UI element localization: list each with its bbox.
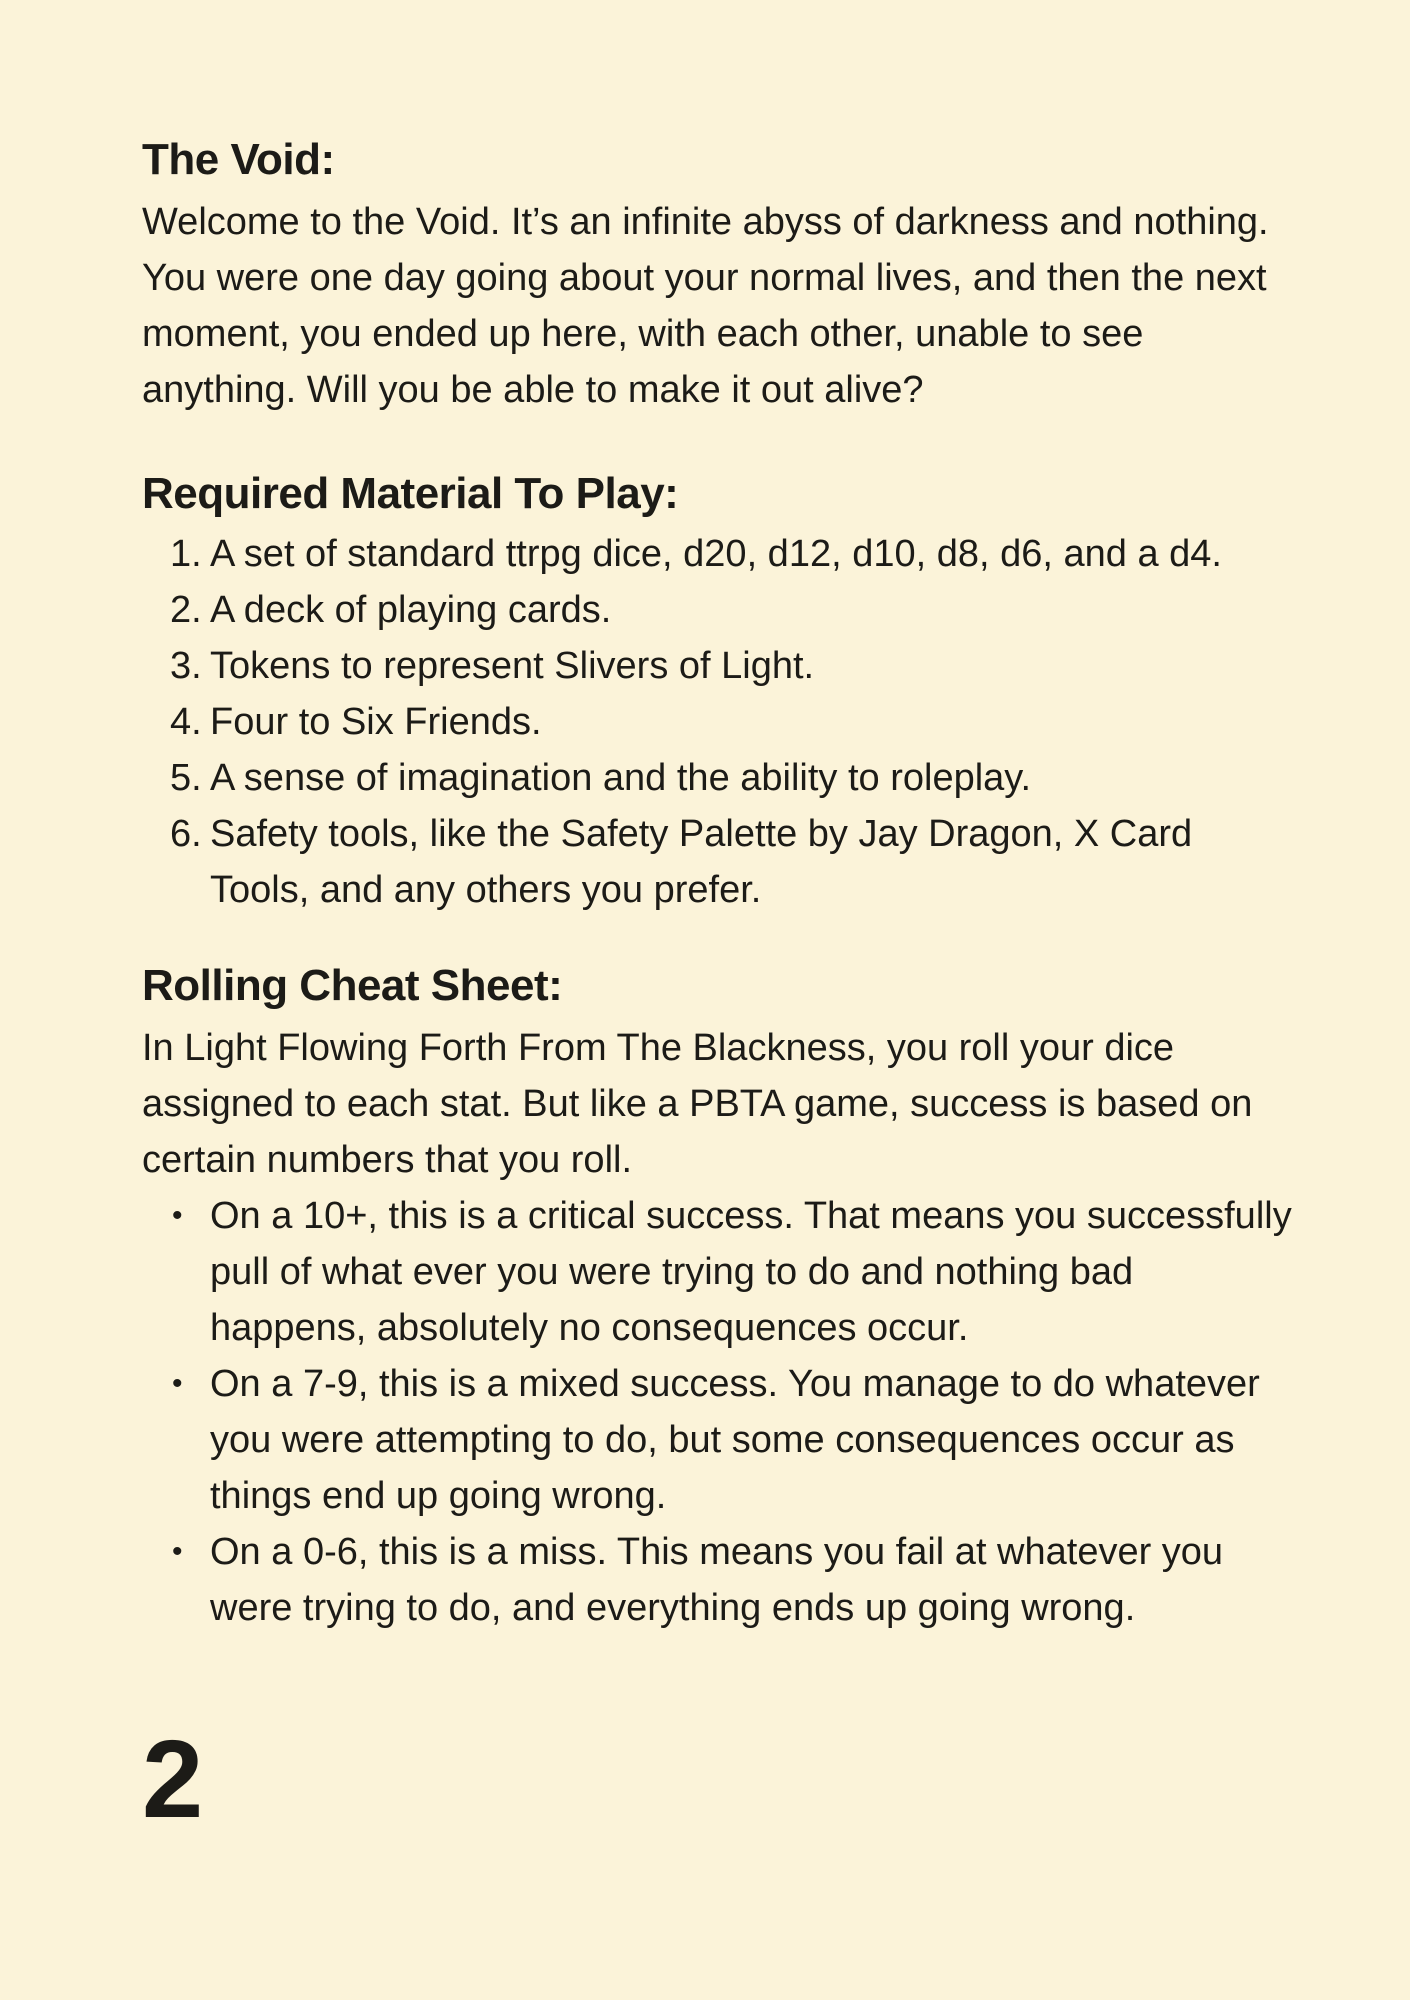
item-text: On a 10+, this is a critical success. That means you successfully pull of what ever you were trying to do and nothing bad happens, absolutely no consequences occur. <box>210 1195 1292 1349</box>
bullet-icon: • <box>172 1535 183 1568</box>
void-paragraph: Welcome to the Void. It’s an infinite abyss of darkness and nothing. You were one day going about your normal lives, and then the next moment, you ended up here, with each other, unable to see anything. Will you be able to make it out alive? <box>142 201 1269 411</box>
item-text: On a 7-9, this is a mixed success. You manage to do whatever you were attempting to do, but some consequences occur as things end up going wrong. <box>210 1363 1260 1517</box>
rolling-section <box>142 960 1292 1636</box>
page-number: 2 <box>142 1718 204 1841</box>
item-number: 2. <box>170 589 202 631</box>
void-section <box>142 134 1292 418</box>
rolling-item <box>142 1524 1292 1636</box>
item-text: On a 0-6, this is a miss. This means you fail at whatever you were trying to do, and everything ends up going wrong. <box>210 1531 1224 1629</box>
item-number: 1. <box>170 533 202 575</box>
item-number: 5. <box>170 757 202 799</box>
rolling-item <box>142 1188 1292 1356</box>
materials-item <box>142 582 1292 638</box>
materials-item <box>142 638 1292 694</box>
void-heading: The Void: <box>142 135 335 184</box>
materials-item <box>142 750 1292 806</box>
materials-item <box>142 806 1292 918</box>
item-number: 4. <box>170 701 202 743</box>
item-text: A deck of playing cards. <box>210 589 612 631</box>
rolling-paragraph: In Light Flowing Forth From The Blackness, you roll your dice assigned to each stat. But like a PBTA game, success is based on certain numbers that you roll. <box>142 1027 1253 1181</box>
bullet-icon: • <box>172 1199 183 1232</box>
bullet-icon: • <box>172 1367 183 1400</box>
materials-heading: Required Material To Play: <box>142 469 679 518</box>
rolling-list <box>142 1188 1292 1636</box>
item-text: Tokens to represent Slivers of Light. <box>210 645 815 687</box>
materials-section <box>142 468 1292 918</box>
materials-item <box>142 526 1292 582</box>
item-text: Four to Six Friends. <box>210 701 542 743</box>
item-text: A sense of imagination and the ability to roleplay. <box>210 757 1032 799</box>
rolling-heading: Rolling Cheat Sheet: <box>142 961 563 1010</box>
materials-list <box>142 526 1292 918</box>
materials-item <box>142 694 1292 750</box>
item-text: Safety tools, like the Safety Palette by Jay Dragon, X Card Tools, and any others you prefer. <box>210 813 1193 911</box>
rolling-item <box>142 1356 1292 1524</box>
item-text: A set of standard ttrpg dice, d20, d12, d10, d8, d6, and a d4. <box>210 533 1222 575</box>
document-page <box>142 0 1292 2000</box>
item-number: 3. <box>170 645 202 687</box>
item-number: 6. <box>170 813 202 855</box>
